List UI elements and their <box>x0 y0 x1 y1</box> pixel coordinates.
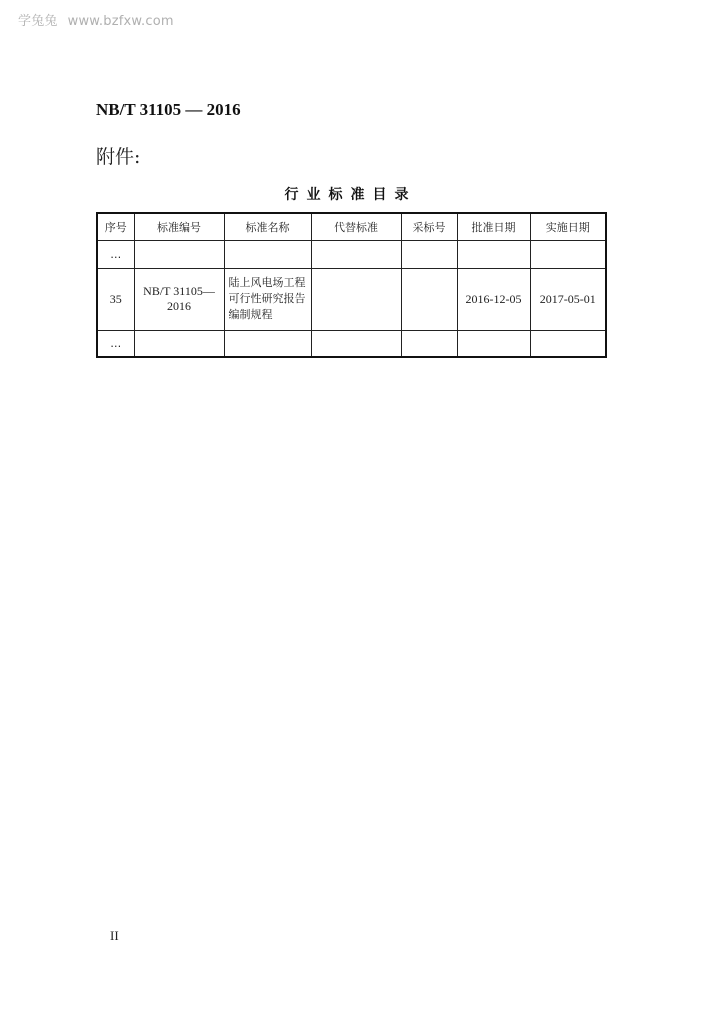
cell-code <box>134 330 224 357</box>
cell-code <box>134 240 224 268</box>
column-header-seq: 序号 <box>97 213 134 240</box>
cell-approved <box>457 330 530 357</box>
cell-adopted <box>401 240 457 268</box>
table-row <box>97 268 606 330</box>
cell-seq: 35 <box>97 268 134 330</box>
table-row <box>97 240 606 268</box>
standard-code-header: NB/T 31105 — 2016 <box>96 100 241 119</box>
column-header-effective: 实施日期 <box>530 213 606 240</box>
cell-effective <box>530 240 606 268</box>
cell-name <box>224 330 311 357</box>
cell-name <box>224 240 311 268</box>
cell-code: NB/T 31105—2016 <box>134 268 224 330</box>
watermark <box>18 10 174 29</box>
cell-replaces <box>311 268 401 330</box>
standards-catalog-table <box>96 212 607 358</box>
cell-seq: … <box>97 330 134 357</box>
table-title: 行业标准目录 <box>284 187 417 203</box>
cell-effective <box>530 330 606 357</box>
cell-effective: 2017-05-01 <box>530 268 606 330</box>
column-header-adopted: 采标号 <box>401 213 457 240</box>
cell-adopted <box>401 268 457 330</box>
cell-name: 陆上风电场工程可行性研究报告编制规程 <box>224 268 311 330</box>
table-header-row <box>97 213 606 240</box>
page-number: II <box>110 928 119 943</box>
column-header-name: 标准名称 <box>224 213 311 240</box>
cell-approved <box>457 240 530 268</box>
watermark-site: www.bzfxw.com <box>67 14 174 29</box>
column-header-approved: 批准日期 <box>457 213 530 240</box>
column-header-code: 标准编号 <box>134 213 224 240</box>
attachment-label: 附件: <box>96 146 141 168</box>
cell-replaces <box>311 330 401 357</box>
cell-adopted <box>401 330 457 357</box>
watermark-name: 学兔兔 <box>18 14 58 29</box>
column-header-replaces: 代替标准 <box>311 213 401 240</box>
cell-approved: 2016-12-05 <box>457 268 530 330</box>
cell-replaces <box>311 240 401 268</box>
cell-seq: … <box>97 240 134 268</box>
table-row <box>97 330 606 357</box>
